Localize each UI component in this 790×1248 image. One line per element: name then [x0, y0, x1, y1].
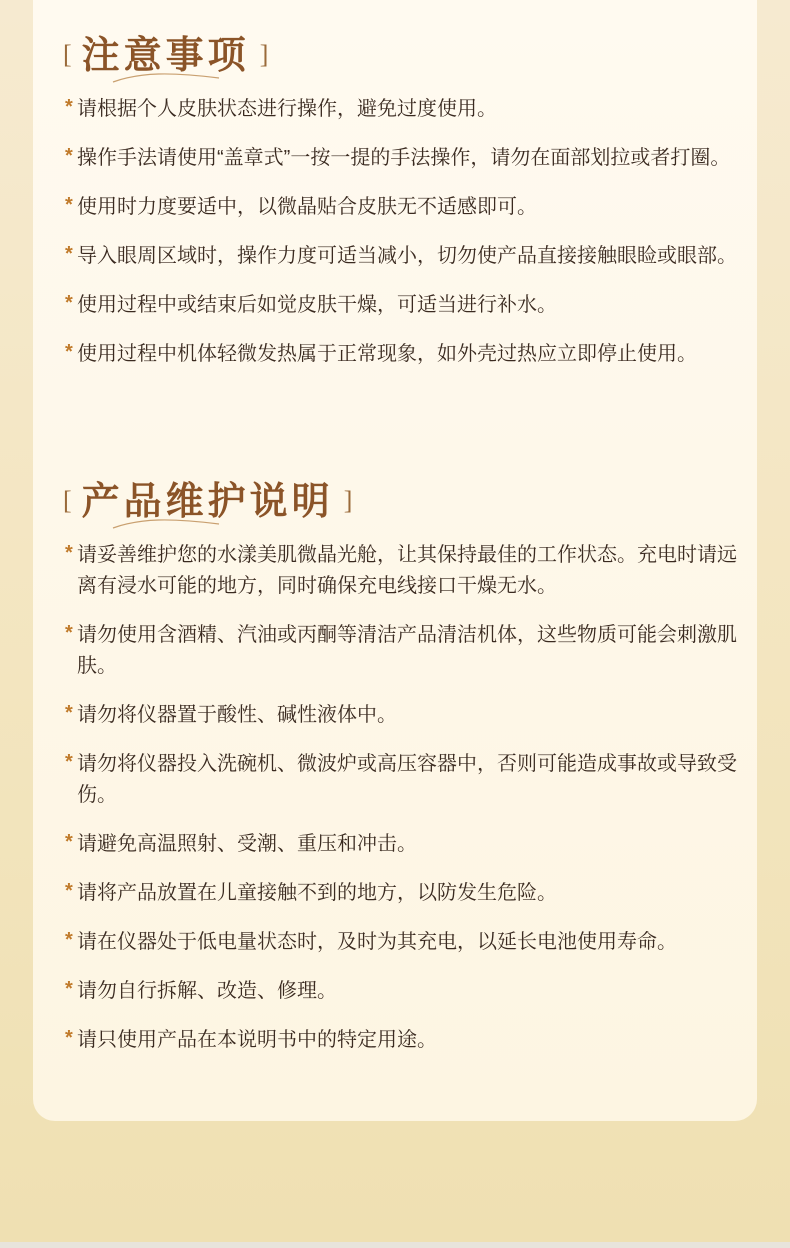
star-bullet-icon: *	[65, 831, 73, 853]
star-bullet-icon: *	[65, 880, 73, 902]
star-bullet-icon: *	[65, 1027, 73, 1049]
list-item	[63, 192, 737, 223]
title-bracket-right: ]	[259, 40, 269, 69]
list-item-text: 请勿将仪器投入洗碗机、微波炉或高压容器中，否则可能造成事故或导致受伤。	[77, 753, 737, 806]
list-item	[63, 143, 737, 174]
list-item-text: 请勿将仪器置于酸性、碱性液体中。	[77, 704, 397, 726]
star-bullet-icon: *	[65, 194, 73, 216]
list-item	[63, 1025, 737, 1056]
list-item-text: 使用过程中或结束后如觉皮肤干燥，可适当进行补水。	[77, 294, 557, 316]
star-bullet-icon: *	[65, 292, 73, 314]
maintenance-section	[63, 478, 737, 1074]
notes-list	[63, 94, 737, 370]
star-bullet-icon: *	[65, 542, 73, 564]
list-item	[63, 829, 737, 860]
list-item-text: 请避免高温照射、受潮、重压和冲击。	[77, 833, 417, 855]
list-item-text: 请勿自行拆解、改造、修理。	[77, 980, 337, 1002]
list-item	[63, 540, 737, 602]
list-item-text: 请只使用产品在本说明书中的特定用途。	[77, 1029, 437, 1051]
star-bullet-icon: *	[65, 96, 73, 118]
list-item-text: 请将产品放置在儿童接触不到的地方，以防发生危险。	[77, 882, 557, 904]
star-bullet-icon: *	[65, 702, 73, 724]
star-bullet-icon: *	[65, 145, 73, 167]
notes-section	[63, 32, 737, 388]
title-swoosh-decoration	[111, 70, 221, 86]
list-item-text: 使用时力度要适中，以微晶贴合皮肤无不适感即可。	[77, 196, 537, 218]
list-item	[63, 620, 737, 682]
maintenance-list	[63, 540, 737, 1056]
list-item	[63, 878, 737, 909]
list-item	[63, 339, 737, 370]
title-swoosh-decoration	[111, 516, 221, 532]
star-bullet-icon: *	[65, 622, 73, 644]
maintenance-title	[63, 478, 737, 524]
list-item-text: 请妥善维护您的水漾美肌微晶光舱，让其保持最佳的工作状态。充电时请远离有浸水可能的地方，同时确保充电线接口干燥无水。	[77, 544, 737, 597]
list-item	[63, 94, 737, 125]
notes-title	[63, 32, 737, 78]
star-bullet-icon: *	[65, 341, 73, 363]
list-item	[63, 749, 737, 811]
list-item-text: 请勿使用含酒精、汽油或丙酮等清洁产品清洁机体，这些物质可能会刺激肌肤。	[77, 624, 737, 677]
instruction-card	[33, 0, 757, 1121]
list-item	[63, 700, 737, 731]
list-item-text: 操作手法请使用“盖章式”一按一提的手法操作，请勿在面部划拉或者打圈。	[77, 147, 731, 169]
title-bracket-left: [	[63, 486, 72, 515]
list-item-text: 使用过程中机体轻微发热属于正常现象，如外壳过热应立即停止使用。	[77, 343, 697, 365]
notes-title-text: 注意事项	[81, 32, 250, 77]
list-item	[63, 290, 737, 321]
list-item-text: 请根据个人皮肤状态进行操作，避免过度使用。	[77, 98, 497, 120]
list-item	[63, 976, 737, 1007]
maintenance-title-text: 产品维护说明	[81, 478, 334, 523]
list-item	[63, 927, 737, 958]
star-bullet-icon: *	[65, 929, 73, 951]
list-item	[63, 241, 737, 272]
title-bracket-left: [	[63, 40, 72, 69]
bottom-divider-strip	[0, 1242, 790, 1248]
star-bullet-icon: *	[65, 751, 73, 773]
list-item-text: 请在仪器处于低电量状态时，及时为其充电，以延长电池使用寿命。	[77, 931, 677, 953]
star-bullet-icon: *	[65, 978, 73, 1000]
list-item-text: 导入眼周区域时，操作力度可适当减小，切勿使产品直接接触眼睑或眼部。	[77, 245, 737, 267]
title-bracket-right: ]	[343, 486, 353, 515]
star-bullet-icon: *	[65, 243, 73, 265]
